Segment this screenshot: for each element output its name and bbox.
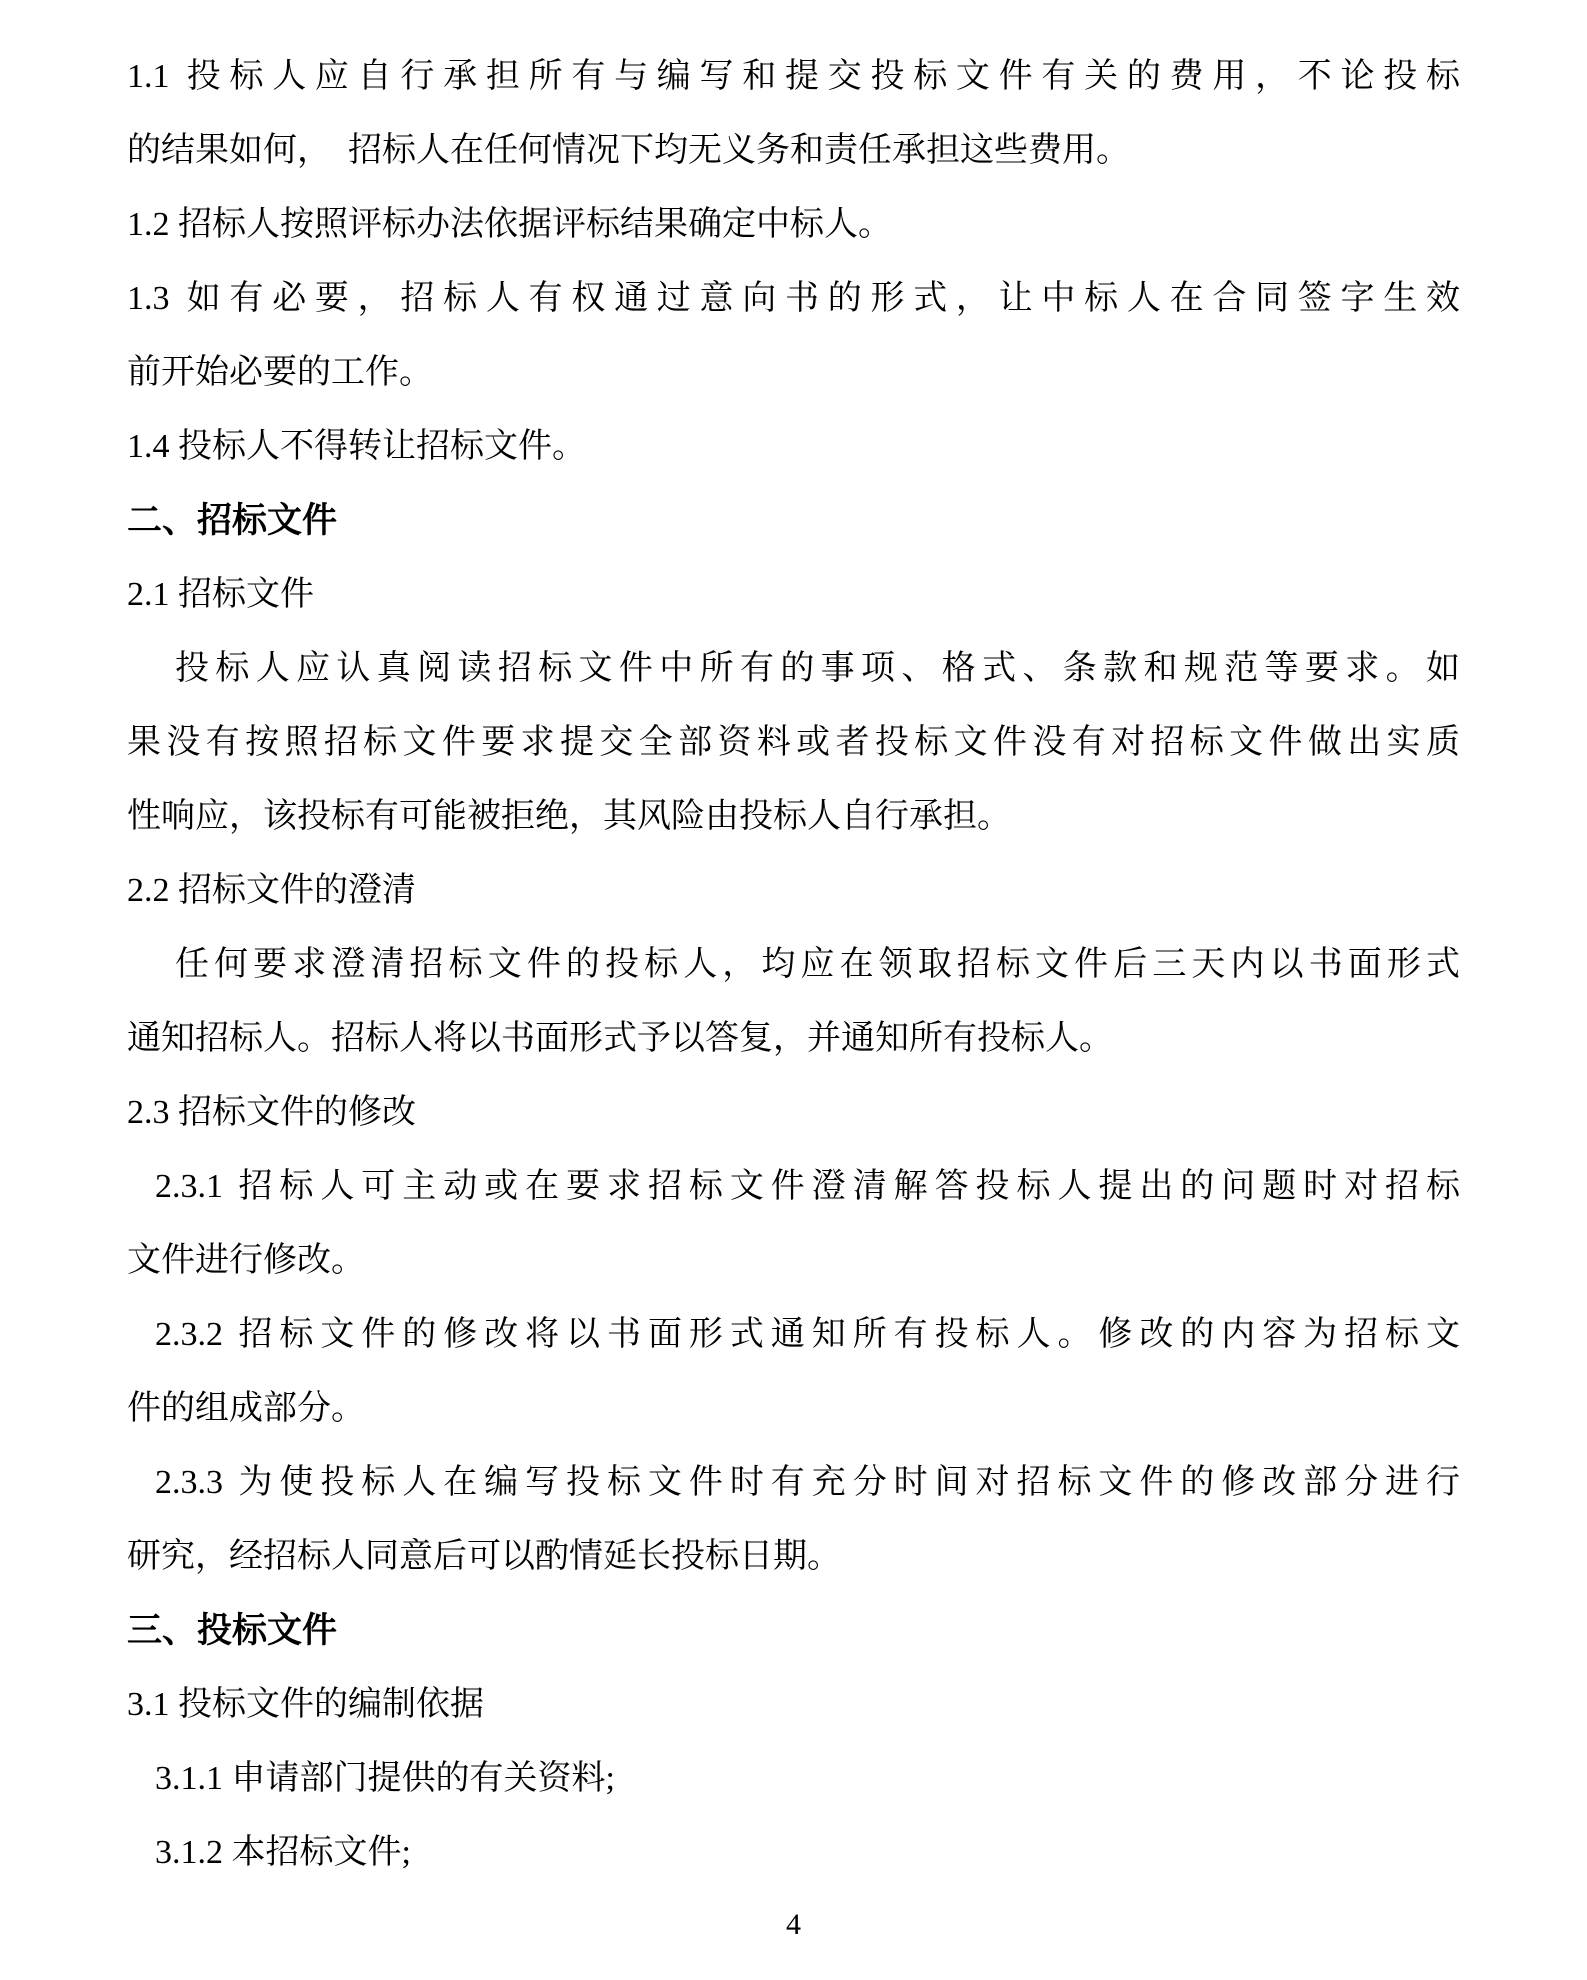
text-line: 2.1 招标文件 (127, 576, 314, 613)
text-line: 2.3.3 为使投标人在编写投标文件时有充分时间对招标文件的修改部分进行 (155, 1464, 1460, 1501)
text-line: 研究，经招标人同意后可以酌情延长投标日期。 (127, 1538, 841, 1575)
section-heading: 二、招标文件 (127, 501, 338, 540)
text-line: 1.4 投标人不得转让招标文件。 (127, 428, 586, 465)
text-line: 前开始必要的工作。 (127, 354, 433, 391)
text-line: 2.3.2 招标文件的修改将以书面形式通知所有投标人。修改的内容为招标文 (155, 1316, 1460, 1353)
text-line: 1.1 投标人应自行承担所有与编写和提交投标文件有关的费用，不论投标 (127, 58, 1460, 95)
text-line: 性响应，该投标有可能被拒绝，其风险由投标人自行承担。 (127, 798, 1011, 835)
text-line: 3.1 投标文件的编制依据 (127, 1686, 484, 1723)
text-line: 件的组成部分。 (127, 1390, 365, 1427)
text-line: 1.2 招标人按照评标办法依据评标结果确定中标人。 (127, 206, 892, 243)
page-number: 4 (786, 1908, 801, 1941)
section-heading: 三、投标文件 (127, 1611, 338, 1650)
text-line: 投标人应认真阅读招标文件中所有的事项、格式、条款和规范等要求。如 (175, 650, 1460, 687)
text-line: 2.2 招标文件的澄清 (127, 872, 416, 909)
text-line: 1.3 如有必要，招标人有权通过意向书的形式，让中标人在合同签字生效 (127, 280, 1460, 317)
text-line: 的结果如何， 招标人在任何情况下均无义务和责任承担这些费用。 (127, 132, 1130, 169)
text-line: 文件进行修改。 (127, 1242, 365, 1279)
text-line: 3.1.2 本招标文件; (155, 1834, 411, 1871)
text-line: 任何要求澄清招标文件的投标人，均应在领取招标文件后三天内以书面形式 (175, 946, 1460, 983)
text-line: 3.1.1 申请部门提供的有关资料; (155, 1760, 615, 1797)
text-line: 通知招标人。招标人将以书面形式予以答复，并通知所有投标人。 (127, 1020, 1113, 1057)
text-line: 2.3.1 招标人可主动或在要求招标文件澄清解答投标人提出的问题时对招标 (155, 1168, 1460, 1205)
text-line: 果没有按照招标文件要求提交全部资料或者投标文件没有对招标文件做出实质 (127, 724, 1460, 761)
text-line: 2.3 招标文件的修改 (127, 1094, 416, 1131)
